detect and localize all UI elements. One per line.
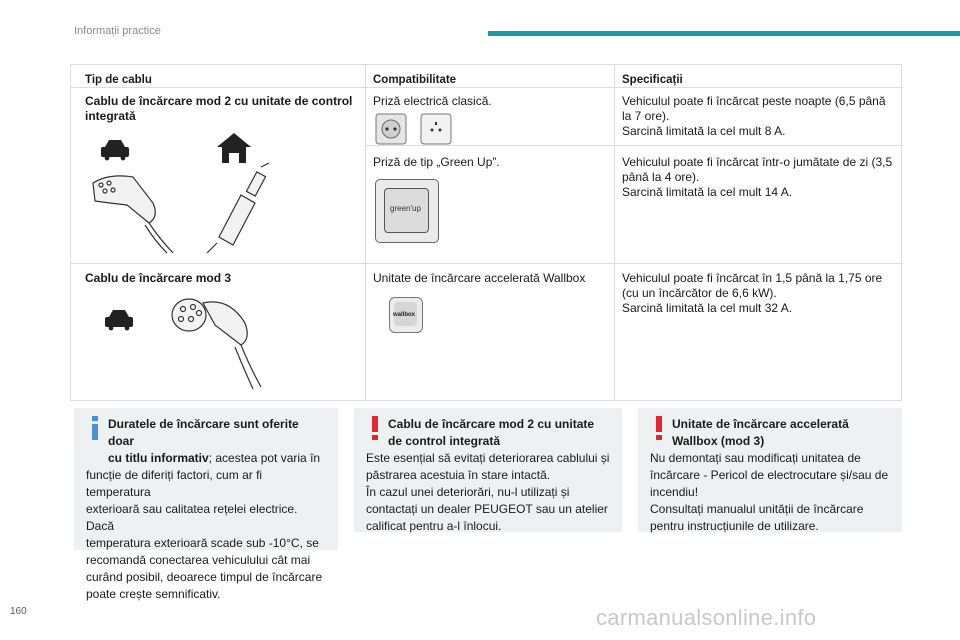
warning-note-wallbox: Unitate de încărcare accelerată Wallbox (mod 3) Nu demontați sau modificați unitatea de încărcare - Pericol de electrocutare și/sau de incendiu! Consultați manualul unității de încărcare pentru instrucțiunile de utilizare. bbox=[638, 408, 902, 532]
warning-icon bbox=[368, 416, 382, 440]
row1a-specification: Vehiculul poate fi încărcat peste noapte (6,5 până la 7 ore). Sarcină limitată la cel mult 8 A. bbox=[622, 94, 886, 138]
warning-note-mode2: Cablu de încărcare mod 2 cu unitate de control integrată Este esențial să evitați deteriorarea cablului și păstrarea acestuia în stare intactă. În cazul unei deteriorări, nu-l utilizați și contactați un dealer PEUGEOT sau un atelier calificat pentru a-l înlocui. bbox=[354, 408, 622, 532]
watermark: carmanualsonline.info bbox=[596, 605, 817, 630]
car-icon bbox=[105, 310, 133, 330]
row1b-specification: Vehiculul poate fi încărcat într-o jumătate de zi (3,5 până la 4 ore). Sarcină limitată la cel mult 14 A. bbox=[622, 155, 893, 199]
charging-cable-table bbox=[70, 64, 902, 401]
row1b-compatibility: Priză de tip „Green Up”. bbox=[373, 155, 500, 169]
mode3-cable-illustration bbox=[99, 295, 289, 391]
section-title: Informații practice bbox=[74, 25, 161, 37]
row1-cable-type: Cablu de încărcare mod 2 cu unitate de control integrată bbox=[85, 94, 353, 123]
control-box-icon bbox=[207, 163, 269, 253]
type2-connector-icon bbox=[172, 299, 261, 389]
header-compatibility: Compatibilitate bbox=[373, 74, 457, 86]
mode2-cable-illustration bbox=[89, 133, 289, 253]
row2-cable-type: Cablu de încărcare mod 3 bbox=[85, 271, 232, 285]
warning-icon bbox=[652, 416, 666, 440]
house-icon bbox=[217, 133, 251, 163]
car-icon bbox=[101, 140, 129, 160]
green-up-socket-icon: green'up bbox=[375, 179, 439, 243]
header-accent-bar bbox=[488, 31, 960, 36]
row2-compatibility: Unitate de încărcare accelerată Wallbox bbox=[373, 271, 586, 285]
page-number: 160 bbox=[10, 606, 27, 617]
info-note: Duratele de încărcare sunt oferite doar cu titlu informativ; acestea pot varia în funcție de diferiți factori, cum ar fi temperatura exterioară sau calitatea rețelei electrice. Dacă temperatura exterioară scade sub -10°C, se recomandă conectarea vehiculului cât mai curând posibil, deoarece timpul de încărcare poate crește semnificativ. bbox=[74, 408, 338, 550]
info-icon bbox=[88, 416, 102, 440]
classic-socket-icons bbox=[375, 113, 455, 147]
row2-specification: Vehiculul poate fi încărcat în 1,5 până la 1,75 ore (cu un încărcător de 6,6 kW). Sarcină limitată la cel mult 32 A. bbox=[622, 271, 883, 315]
header-specifications: Specificații bbox=[622, 74, 683, 86]
type2-connector-icon bbox=[93, 176, 173, 253]
header-cable-type: Tip de cablu bbox=[85, 74, 152, 86]
wallbox-icon: wallbox bbox=[389, 297, 423, 333]
row1a-compatibility: Priză electrică clasică. bbox=[373, 94, 492, 108]
